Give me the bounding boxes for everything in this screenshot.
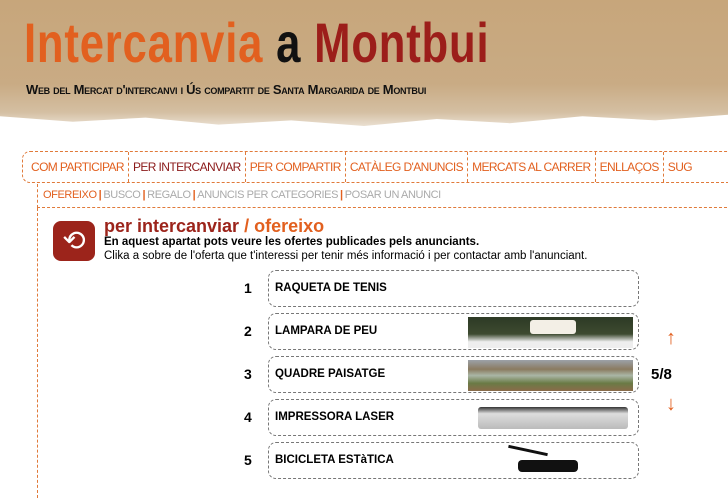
subnav-busco[interactable]: BUSCO	[103, 189, 141, 201]
tab-per-intercanviar[interactable]: PER INTERCANVIAR	[129, 152, 246, 182]
list-item[interactable]	[268, 442, 639, 479]
list-item[interactable]	[268, 356, 639, 393]
page-indicator: 5/8	[651, 366, 672, 383]
section-description: En aquest apartat pots veure les ofertes publicades pels anunciants.	[104, 236, 480, 248]
sub-nav: OFEREIXO | BUSCO | REGALO | ANUNCIS PER CATEGORIES | POSAR UN ANUNCI	[37, 184, 727, 208]
item-number: 5	[244, 452, 252, 468]
tab-mercats-al-carrer[interactable]: MERCATS AL CARRER	[468, 152, 596, 182]
subnav-posar-un-anunci[interactable]: POSAR UN ANUNCI	[344, 189, 441, 201]
tab-suggeriments[interactable]: SUG	[667, 160, 693, 174]
section-title: per intercanviar / ofereixo	[104, 216, 325, 236]
page-down-arrow-icon[interactable]: ↓	[666, 393, 676, 415]
item-number: 2	[244, 323, 252, 339]
item-number: 1	[244, 280, 252, 296]
item-label: RAQUETA DE TENIS	[275, 282, 387, 294]
item-label: QUADRE PAISATGE	[275, 368, 386, 380]
item-thumbnail	[468, 360, 633, 391]
item-thumbnail	[468, 317, 633, 348]
subnav-regalo[interactable]: REGALO	[147, 189, 191, 201]
main-nav	[22, 151, 728, 183]
exchange-icon: ⟲	[53, 221, 95, 261]
item-label: IMPRESSORA LASER	[275, 411, 395, 423]
subnav-ofereixo[interactable]: OFEREIXO	[43, 189, 97, 201]
item-number: 4	[244, 409, 252, 425]
content-border	[37, 208, 38, 498]
item-label: BICICLETA ESTàTICA	[275, 454, 394, 466]
tab-enllacos[interactable]: ENLLAÇOS	[596, 152, 664, 182]
tab-cataleg-anuncis[interactable]: CATÀLEG D'ANUNCIS	[346, 152, 468, 182]
list-item[interactable]	[268, 270, 639, 307]
item-number: 3	[244, 366, 252, 382]
list-item[interactable]	[268, 399, 639, 436]
section-instructions: Clika a sobre de l'oferta que t'interessi per tenir més informació i per contactar amb l'anunciant.	[104, 250, 588, 262]
subnav-anuncis-per-categories[interactable]: ANUNCIS PER CATEGORIES	[197, 189, 339, 201]
item-thumbnail	[468, 403, 633, 434]
site-logo-title[interactable]: Intercanvia a Montbui	[24, 11, 490, 74]
tab-per-compartir[interactable]: PER COMPARTIR	[246, 152, 346, 182]
item-thumbnail	[468, 446, 633, 477]
list-item[interactable]	[268, 313, 639, 350]
page-up-arrow-icon[interactable]: ↑	[666, 327, 676, 349]
site-subtitle: Web del Mercat d'intercanvi i Ús compartit de Santa Margarida de Montbui	[26, 82, 427, 97]
tab-com-participar[interactable]: COM PARTICIPAR	[27, 152, 129, 182]
item-label: LAMPARA DE PEU	[275, 325, 378, 337]
